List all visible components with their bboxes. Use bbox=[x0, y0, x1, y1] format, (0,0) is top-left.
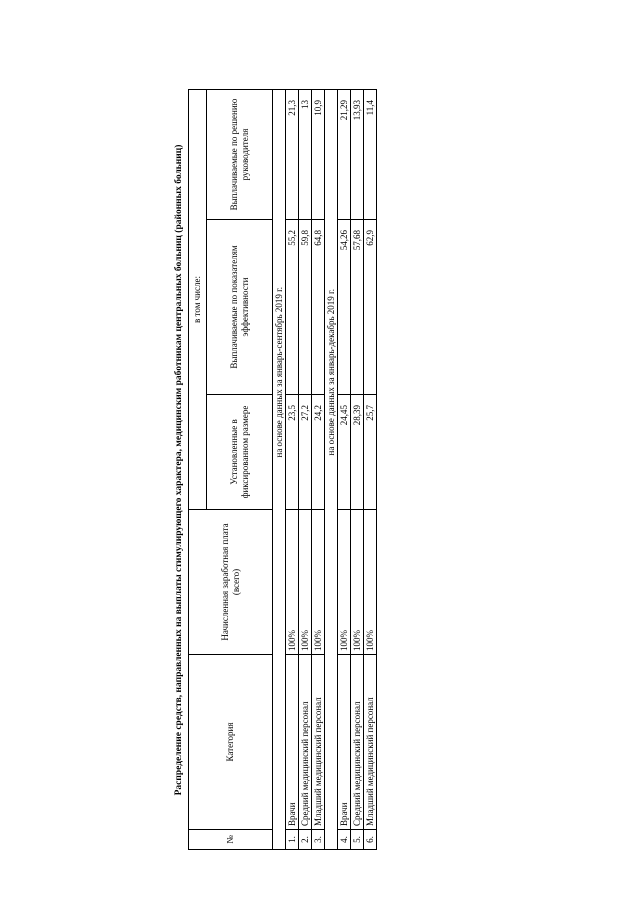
row-fixed: 24,2 bbox=[312, 395, 325, 510]
row-fixed: 25,7 bbox=[364, 395, 377, 510]
rotated-page bbox=[170, 90, 470, 850]
header-fixed: Установленные в фиксированном размере bbox=[207, 395, 273, 510]
row-category: Младший медицинский персонал bbox=[312, 655, 325, 830]
row-category: Врачи bbox=[338, 655, 351, 830]
row-efficiency: 57,68 bbox=[351, 220, 364, 395]
row-manager: 11,4 bbox=[364, 89, 377, 219]
row-total: 100% bbox=[338, 510, 351, 655]
row-fixed: 27,2 bbox=[299, 395, 312, 510]
row-num: 6. bbox=[364, 830, 377, 850]
row-manager: 21,29 bbox=[338, 89, 351, 219]
header-efficiency: Выплачиваемые по показателям эффективности bbox=[207, 220, 273, 395]
distribution-table bbox=[188, 89, 377, 850]
row-total: 100% bbox=[364, 510, 377, 655]
header-total: Начисленная заработная плата (всего) bbox=[189, 510, 273, 655]
row-category: Младший медицинский персонал bbox=[364, 655, 377, 830]
row-fixed: 23,5 bbox=[286, 395, 299, 510]
row-manager: 13 bbox=[299, 89, 312, 219]
row-num: 2. bbox=[299, 830, 312, 850]
row-manager: 21,3 bbox=[286, 89, 299, 219]
section-label: на основе данных за январь-декабрь 2019 г. bbox=[325, 89, 338, 654]
row-efficiency: 62,9 bbox=[364, 220, 377, 395]
table-row bbox=[364, 89, 377, 849]
row-manager: 13,93 bbox=[351, 89, 364, 219]
row-num: 4. bbox=[338, 830, 351, 850]
page-title: Распределение средств, направленных на выплаты стимулирующего характера, медицинским работникам центральных больниц (районных больниц) bbox=[174, 144, 184, 796]
header-manager: Выплачиваемые по решению руководителя bbox=[207, 89, 273, 219]
section-header-row bbox=[325, 89, 338, 849]
table-row bbox=[286, 89, 299, 849]
section-header-row bbox=[273, 89, 286, 849]
table-row bbox=[312, 89, 325, 849]
row-efficiency: 64,8 bbox=[312, 220, 325, 395]
section-label: на основе данных за январь-сентябрь 2019 г. bbox=[273, 89, 286, 654]
row-efficiency: 55,2 bbox=[286, 220, 299, 395]
row-num: 3. bbox=[312, 830, 325, 850]
row-num: 5. bbox=[351, 830, 364, 850]
row-total: 100% bbox=[286, 510, 299, 655]
row-num: 1. bbox=[286, 830, 299, 850]
row-total: 100% bbox=[299, 510, 312, 655]
row-efficiency: 59,8 bbox=[299, 220, 312, 395]
table-row bbox=[351, 89, 364, 849]
row-category: Врачи bbox=[286, 655, 299, 830]
row-total: 100% bbox=[351, 510, 364, 655]
row-category: Средний медицинский персонал bbox=[299, 655, 312, 830]
row-fixed: 24,45 bbox=[338, 395, 351, 510]
row-category: Средний медицинский персонал bbox=[351, 655, 364, 830]
table-row bbox=[299, 89, 312, 849]
header-num: № bbox=[189, 830, 273, 850]
row-manager: 10,9 bbox=[312, 89, 325, 219]
row-total: 100% bbox=[312, 510, 325, 655]
header-including: в том числе: bbox=[189, 89, 207, 509]
header-category: Категория bbox=[189, 655, 273, 830]
table-row bbox=[338, 89, 351, 849]
row-fixed: 28,39 bbox=[351, 395, 364, 510]
row-efficiency: 54,26 bbox=[338, 220, 351, 395]
